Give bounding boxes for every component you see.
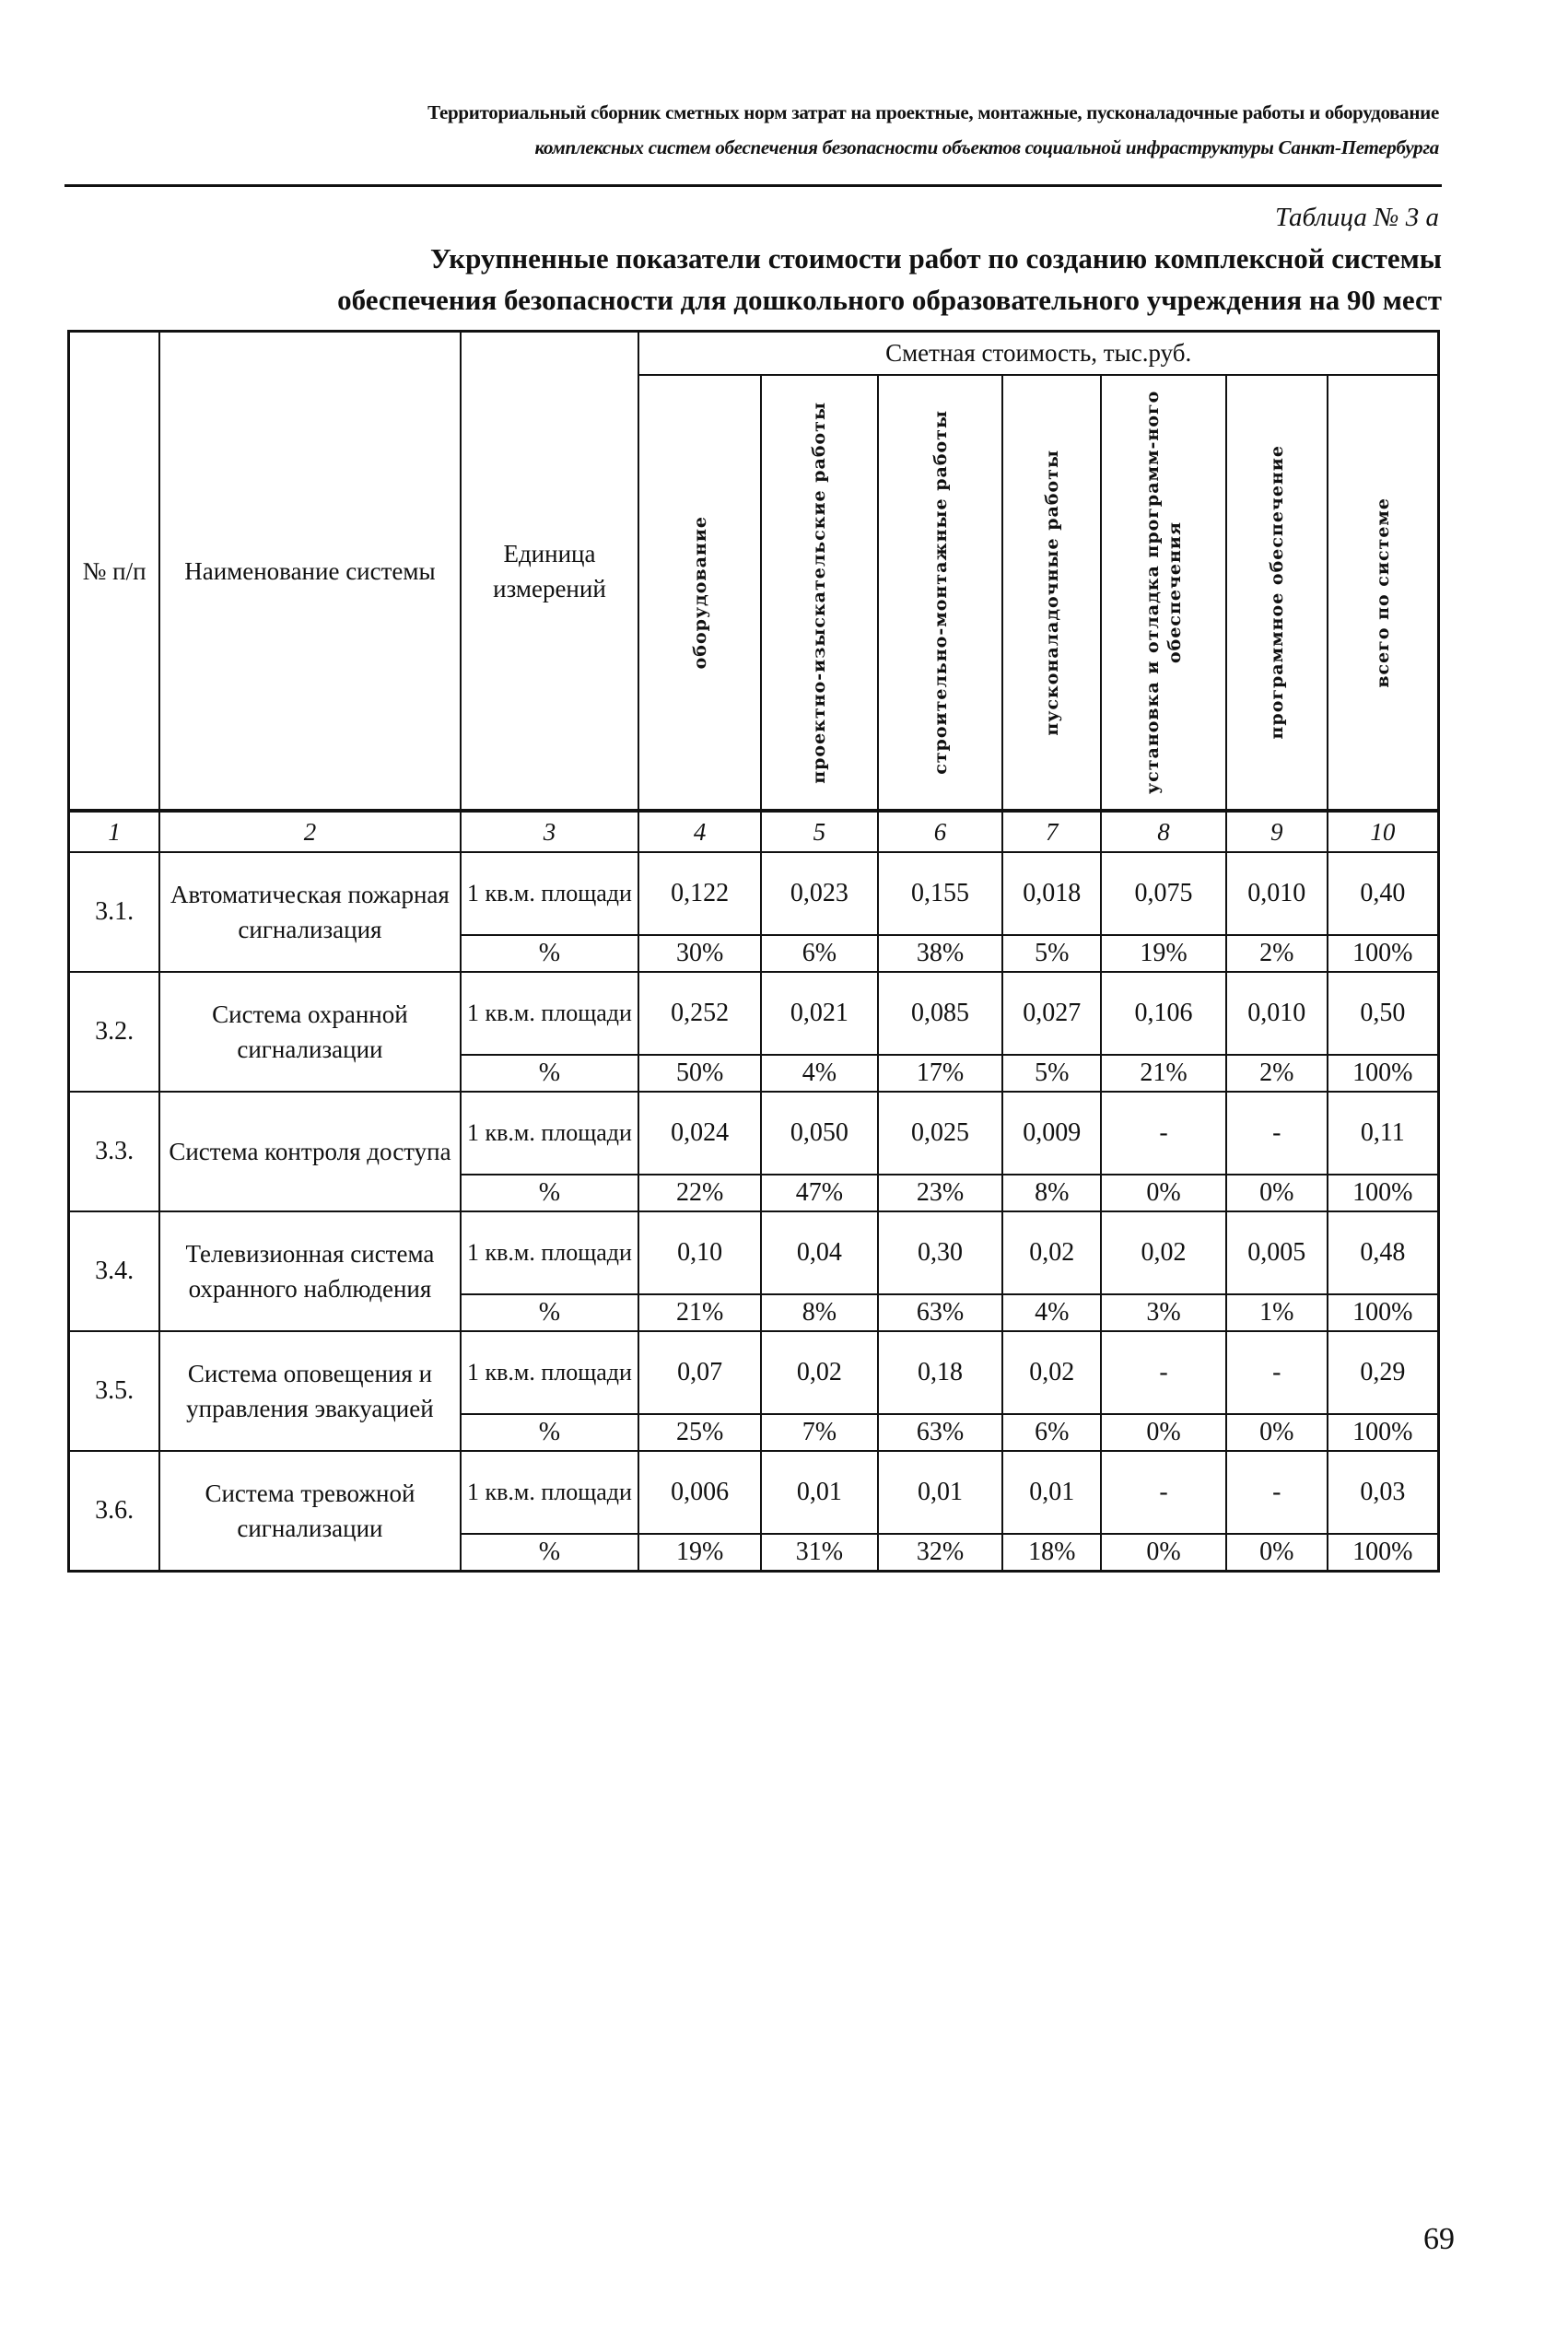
percent-value: 0%	[1101, 1175, 1226, 1211]
percent-unit: %	[461, 1175, 639, 1211]
percent-value: 19%	[1101, 935, 1226, 972]
cost-value: 0,006	[638, 1451, 761, 1534]
cost-value: 0,024	[638, 1092, 761, 1175]
percent-value: 63%	[878, 1294, 1003, 1331]
percent-value: 0%	[1226, 1414, 1328, 1451]
col-header-cost-7	[1328, 375, 1439, 811]
percent-value: 0%	[1101, 1534, 1226, 1572]
column-number: 7	[1002, 811, 1101, 852]
col-header-cost-label: установка и отладка программ-ного обеспечения	[1142, 390, 1186, 795]
percent-value: 100%	[1328, 935, 1439, 972]
table-row	[69, 1092, 1439, 1175]
cost-value: 0,01	[761, 1451, 878, 1534]
unit-cell: 1 кв.м. площади	[461, 972, 639, 1055]
unit-cell: 1 кв.м. площади	[461, 1451, 639, 1534]
col-header-name: Наименование системы	[159, 332, 460, 812]
cost-value: 0,01	[1002, 1451, 1101, 1534]
cost-value: -	[1101, 1331, 1226, 1414]
percent-value: 5%	[1002, 935, 1101, 972]
row-number: 3.6.	[69, 1451, 160, 1572]
cost-value: 0,50	[1328, 972, 1439, 1055]
percent-value: 2%	[1226, 935, 1328, 972]
table-row	[69, 1211, 1439, 1294]
cost-value: 0,11	[1328, 1092, 1439, 1175]
percent-value: 100%	[1328, 1414, 1439, 1451]
col-header-cost-5	[1101, 375, 1226, 811]
cost-value: 0,252	[638, 972, 761, 1055]
percent-value: 4%	[1002, 1294, 1101, 1331]
cost-value: 0,009	[1002, 1092, 1101, 1175]
column-number: 6	[878, 811, 1003, 852]
table-row	[69, 852, 1439, 935]
percent-value: 7%	[761, 1414, 878, 1451]
percent-value: 0%	[1101, 1414, 1226, 1451]
cost-value: 0,30	[878, 1211, 1003, 1294]
table-title	[55, 238, 1442, 321]
percent-value: 100%	[1328, 1055, 1439, 1092]
percent-value: 17%	[878, 1055, 1003, 1092]
cost-value: 0,010	[1226, 852, 1328, 935]
header-divider	[64, 184, 1442, 187]
page-number: 69	[1423, 2222, 1455, 2256]
cost-value: 0,02	[1002, 1331, 1101, 1414]
cost-value: -	[1226, 1451, 1328, 1534]
percent-value: 8%	[1002, 1175, 1101, 1211]
percent-unit: %	[461, 1294, 639, 1331]
col-header-cost-group: Сметная стоимость, тыс.руб.	[638, 332, 1438, 376]
cost-value: 0,025	[878, 1092, 1003, 1175]
row-number: 3.4.	[69, 1211, 160, 1331]
cost-value: 0,18	[878, 1331, 1003, 1414]
table-row	[69, 1331, 1439, 1414]
cost-value: 0,018	[1002, 852, 1101, 935]
table-number: Таблица № 3 а	[1274, 203, 1439, 232]
percent-value: 19%	[638, 1534, 761, 1572]
row-number: 3.3.	[69, 1092, 160, 1211]
percent-value: 31%	[761, 1534, 878, 1572]
cost-value: 0,01	[878, 1451, 1003, 1534]
col-header-cost-4	[1002, 375, 1101, 811]
cost-value: 0,29	[1328, 1331, 1439, 1414]
system-name: Система тревожной сигнализации	[159, 1451, 460, 1572]
cost-value: 0,40	[1328, 852, 1439, 935]
percent-value: 30%	[638, 935, 761, 972]
percent-value: 0%	[1226, 1534, 1328, 1572]
percent-value: 25%	[638, 1414, 761, 1451]
cost-value: 0,48	[1328, 1211, 1439, 1294]
table-row	[69, 1451, 1439, 1534]
percent-value: 38%	[878, 935, 1003, 972]
cost-value: -	[1101, 1092, 1226, 1175]
percent-unit: %	[461, 1534, 639, 1572]
cost-value: -	[1101, 1451, 1226, 1534]
row-number: 3.2.	[69, 972, 160, 1092]
percent-value: 23%	[878, 1175, 1003, 1211]
cost-value: 0,050	[761, 1092, 878, 1175]
cost-value: 0,106	[1101, 972, 1226, 1055]
cost-value: 0,02	[1101, 1211, 1226, 1294]
col-header-cost-6	[1226, 375, 1328, 811]
cost-value: -	[1226, 1092, 1328, 1175]
system-name: Система охранной сигнализации	[159, 972, 460, 1092]
percent-value: 100%	[1328, 1294, 1439, 1331]
percent-value: 6%	[1002, 1414, 1101, 1451]
col-header-cost-label: строительно-монтажные работы	[930, 410, 951, 775]
percent-value: 1%	[1226, 1294, 1328, 1331]
cost-table	[67, 330, 1440, 1573]
cost-value: 0,04	[761, 1211, 878, 1294]
percent-value: 63%	[878, 1414, 1003, 1451]
cost-value: 0,122	[638, 852, 761, 935]
system-name: Телевизионная система охранного наблюдения	[159, 1211, 460, 1331]
percent-value: 6%	[761, 935, 878, 972]
cost-value: 0,02	[761, 1331, 878, 1414]
col-header-no: № п/п	[69, 332, 160, 812]
cost-value: 0,027	[1002, 972, 1101, 1055]
col-header-cost-label: всего по системе	[1372, 497, 1393, 688]
col-header-cost-1	[638, 375, 761, 811]
col-header-cost-label: программное обеспечение	[1266, 445, 1287, 740]
percent-value: 4%	[761, 1055, 878, 1092]
percent-value: 3%	[1101, 1294, 1226, 1331]
column-number: 4	[638, 811, 761, 852]
col-header-cost-label: пусконаладочные работы	[1041, 449, 1062, 736]
col-header-unit: Единица измерений	[461, 332, 639, 812]
percent-value: 18%	[1002, 1534, 1101, 1572]
percent-value: 50%	[638, 1055, 761, 1092]
table-row	[69, 972, 1439, 1055]
system-name: Система контроля доступа	[159, 1092, 460, 1211]
cost-value: 0,085	[878, 972, 1003, 1055]
percent-value: 21%	[638, 1294, 761, 1331]
unit-cell: 1 кв.м. площади	[461, 1092, 639, 1175]
col-header-cost-label: проектно-изыскательские работы	[809, 401, 830, 784]
column-number: 9	[1226, 811, 1328, 852]
cost-value: 0,07	[638, 1331, 761, 1414]
unit-cell: 1 кв.м. площади	[461, 852, 639, 935]
percent-value: 22%	[638, 1175, 761, 1211]
cost-value: 0,155	[878, 852, 1003, 935]
column-number: 1	[69, 811, 160, 852]
column-number: 2	[159, 811, 460, 852]
percent-value: 32%	[878, 1534, 1003, 1572]
system-name: Система оповещения и управления эвакуацией	[159, 1331, 460, 1451]
column-number: 3	[461, 811, 639, 852]
cost-value: 0,02	[1002, 1211, 1101, 1294]
col-header-cost-3	[878, 375, 1003, 811]
percent-value: 21%	[1101, 1055, 1226, 1092]
cost-value: 0,023	[761, 852, 878, 935]
column-number: 8	[1101, 811, 1226, 852]
column-number: 10	[1328, 811, 1439, 852]
row-number: 3.5.	[69, 1331, 160, 1451]
percent-value: 100%	[1328, 1175, 1439, 1211]
percent-unit: %	[461, 1055, 639, 1092]
cost-value: 0,10	[638, 1211, 761, 1294]
unit-cell: 1 кв.м. площади	[461, 1211, 639, 1294]
percent-value: 2%	[1226, 1055, 1328, 1092]
cost-value: 0,010	[1226, 972, 1328, 1055]
percent-value: 0%	[1226, 1175, 1328, 1211]
percent-unit: %	[461, 935, 639, 972]
running-header-line1: Территориальный сборник сметных норм затрат на проектные, монтажные, пусконаладочные работы и оборудование	[427, 101, 1439, 123]
row-number: 3.1.	[69, 852, 160, 972]
table-title-line1: Укрупненные показатели стоимости работ по созданию комплексной системы	[430, 242, 1442, 275]
system-name: Автоматическая пожарная сигнализация	[159, 852, 460, 972]
unit-cell: 1 кв.м. площади	[461, 1331, 639, 1414]
cost-value: 0,021	[761, 972, 878, 1055]
percent-value: 5%	[1002, 1055, 1101, 1092]
percent-value: 8%	[761, 1294, 878, 1331]
percent-value: 47%	[761, 1175, 878, 1211]
cost-value: 0,075	[1101, 852, 1226, 935]
col-header-cost-2	[761, 375, 878, 811]
running-header-line2: комплексных систем обеспечения безопасности объектов социальной инфраструктуры Санкт-Петербурга	[534, 136, 1439, 158]
cost-value: 0,03	[1328, 1451, 1439, 1534]
cost-value: -	[1226, 1331, 1328, 1414]
cost-value: 0,005	[1226, 1211, 1328, 1294]
column-number: 5	[761, 811, 878, 852]
percent-unit: %	[461, 1414, 639, 1451]
percent-value: 100%	[1328, 1534, 1439, 1572]
col-header-cost-label: оборудование	[689, 515, 710, 670]
table-title-line2: обеспечения безопасности для дошкольного образовательного учреждения на 90 мест	[337, 284, 1442, 316]
